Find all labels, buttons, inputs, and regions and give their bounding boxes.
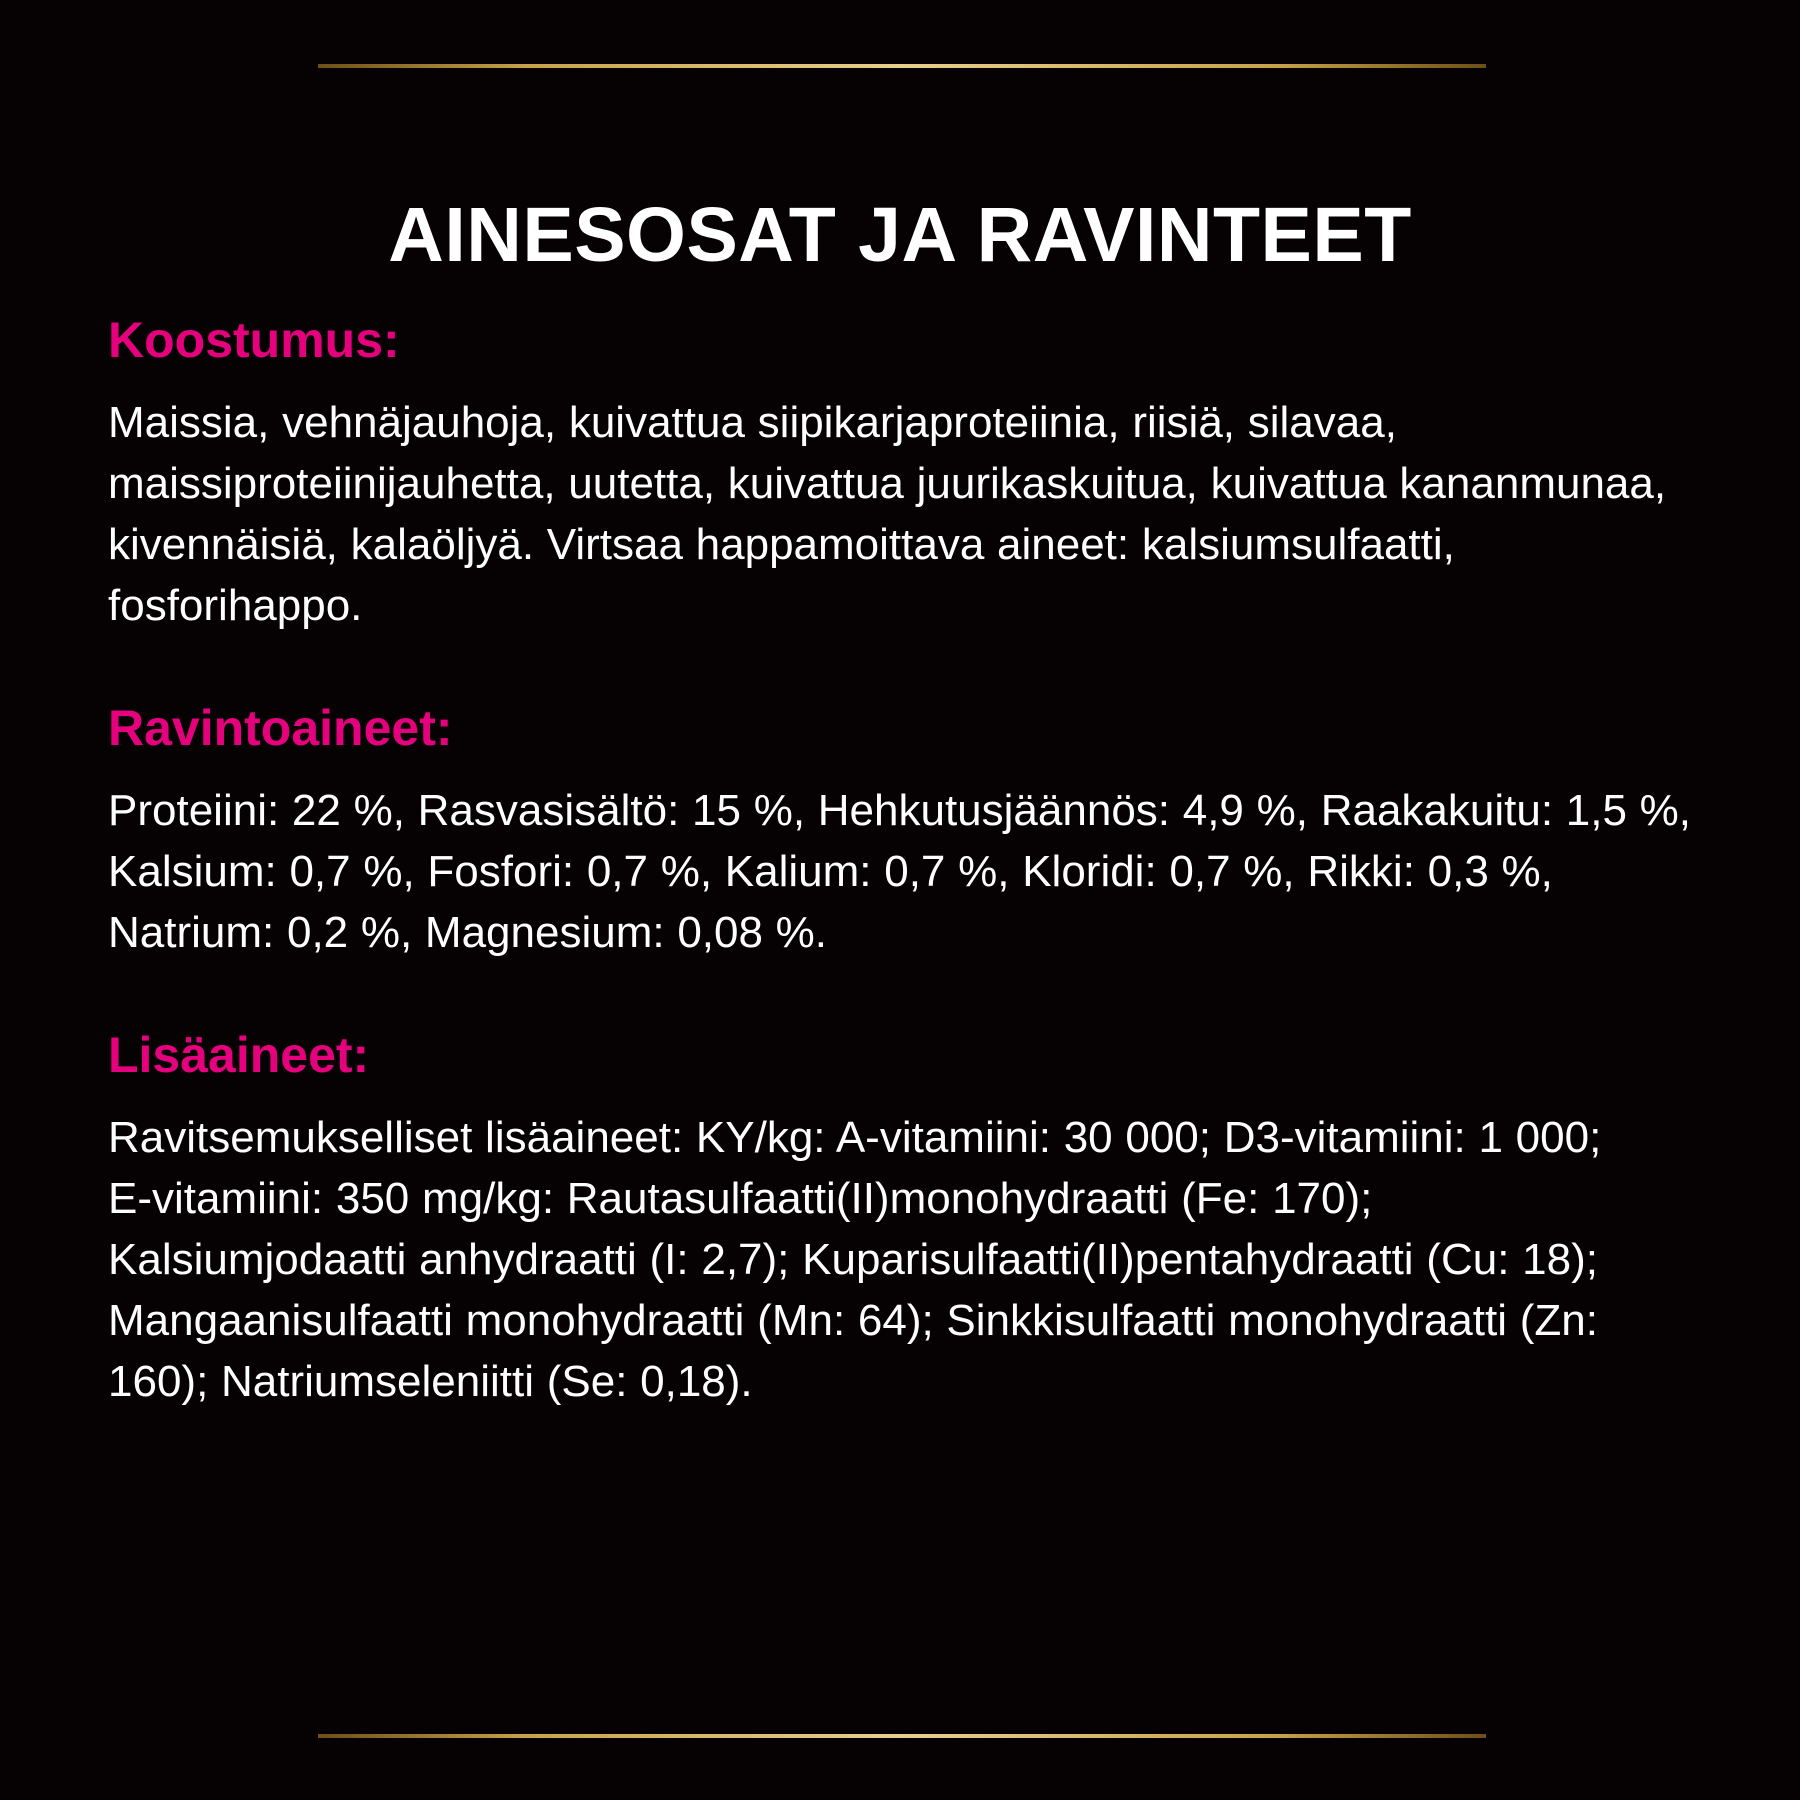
section-nutrients-heading: Ravintoaineet: bbox=[108, 700, 453, 756]
sections-container bbox=[108, 310, 1708, 1456]
bottom-divider-rule bbox=[318, 1734, 1486, 1738]
section-additives bbox=[108, 1025, 1708, 1412]
section-composition bbox=[108, 310, 1708, 636]
section-composition-body: Maissia, vehnäjauhoja, kuivattua siipikarjaproteiinia, riisiä, silavaa, maissiproteiinijauhetta, uutetta, kuivattua juurikaskuitua, kuivattua kananmunaa, kivennäisiä, kalaöljyä. Virtsaa happamoittava aineet: kalsiumsulfaatti, fosforihappo. bbox=[108, 398, 1667, 630]
section-composition-heading: Koostumus: bbox=[108, 312, 400, 368]
section-nutrients-body: Proteiini: 22 %, Rasvasisältö: 15 %, Hehkutusjäännös: 4,9 %, Raakakuitu: 1,5 %, Kalsium: 0,7 %, Fosfori: 0,7 %, Kalium: 0,7 %, Kloridi: 0,7 %, Rikki: 0,3 %, Natrium: 0,2 %, Magnesium: 0,08 %. bbox=[108, 786, 1692, 957]
section-nutrients bbox=[108, 698, 1708, 963]
page-title: AINESOSAT JA RAVINTEET bbox=[388, 191, 1412, 278]
top-divider-rule bbox=[318, 64, 1486, 68]
section-additives-body: Ravitsemukselliset lisäaineet: KY/kg: A-vitamiini: 30 000; D3-vitamiini: 1 000; E-vitamiini: 350 mg/kg: Rautasulfaatti(II)monohydraatti (Fe: 170); Kalsiumjodaatti anhydraatti (I: 2,7); Kuparisulfaatti(II)pentahydraatti (Cu: 18); Mangaanisulfaatti monohydraatti (Mn: 64); Sinkkisulfaatti monohydraatti (Zn: 160); Natriumseleniitti (Se: 0,18). bbox=[108, 1113, 1602, 1406]
section-additives-heading: Lisäaineet: bbox=[108, 1027, 370, 1083]
